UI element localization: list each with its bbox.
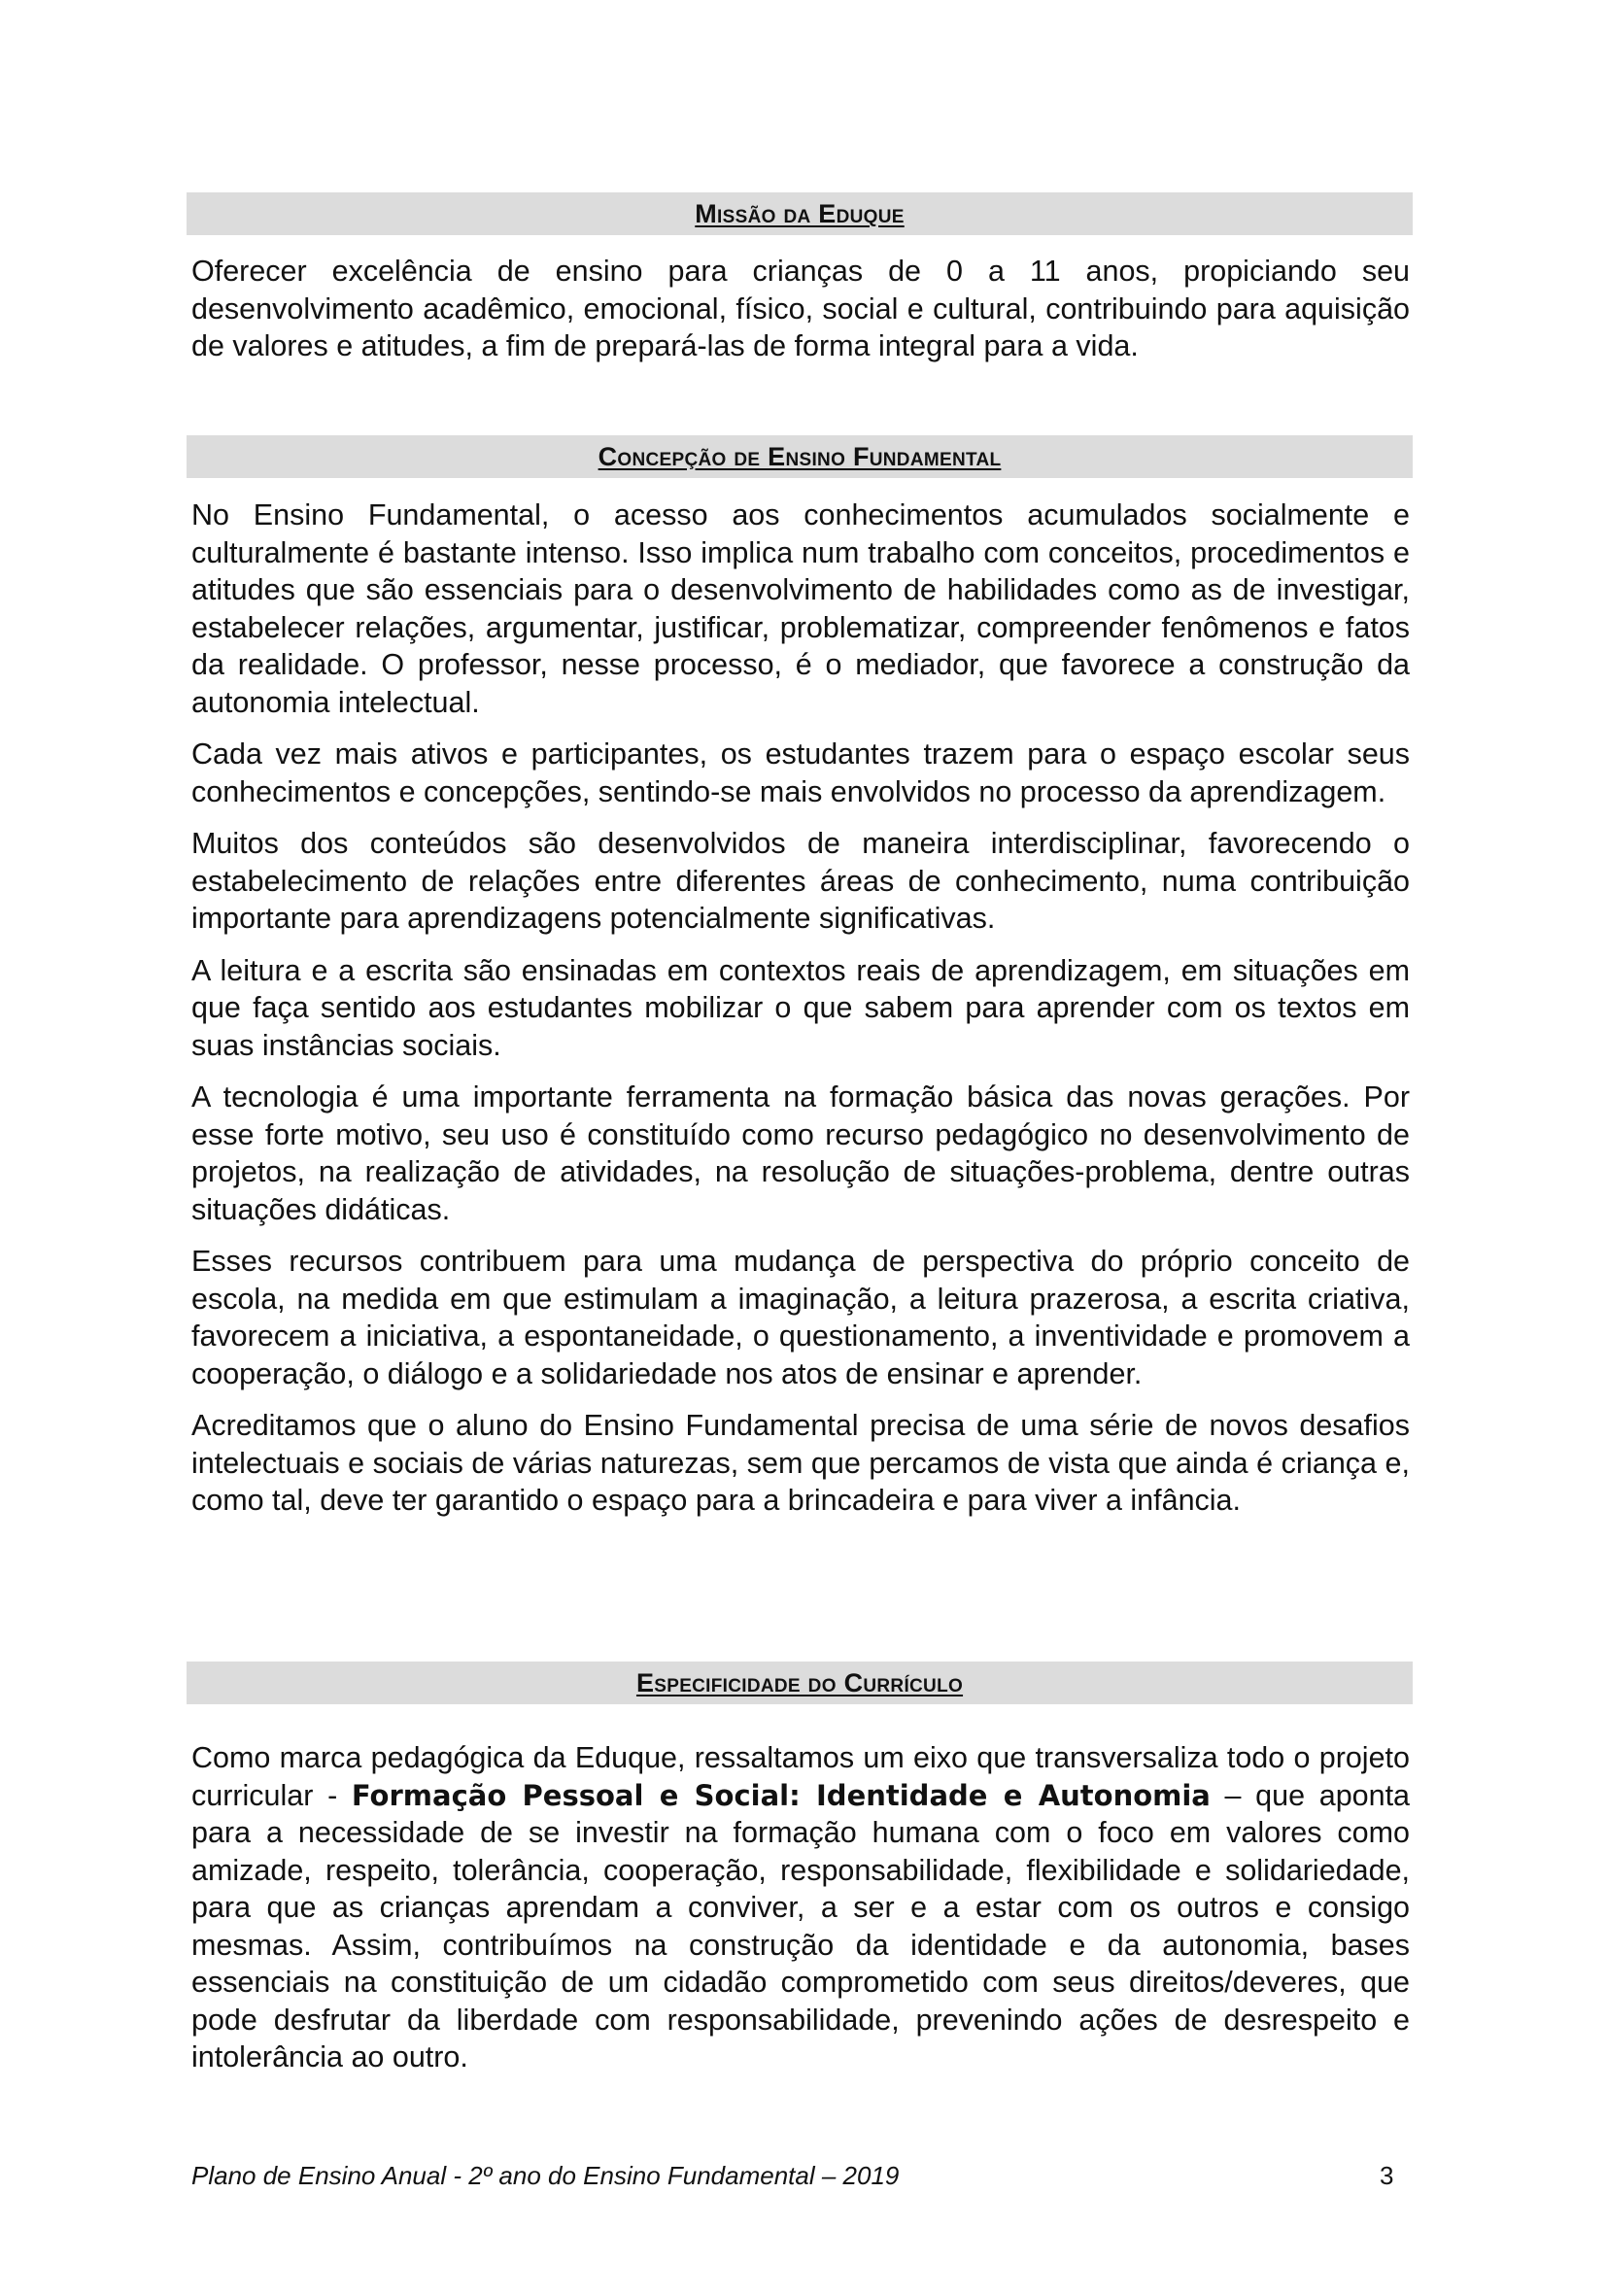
paragraph: No Ensino Fundamental, o acesso aos conhecimentos acumulados socialmente e culturalmente é bastante intenso. Isso implica num trabalho com conceitos, procedimentos e atitudes que são essenciais para o desenvolvimento de habilidades como as de investigar, estabelecer relações, argumentar, justificar, problematizar, compreender fenômenos e fatos da realidade. O professor, nesse processo, é o mediador, que favorece a construção da autonomia intelectual. — [191, 498, 1410, 719]
paragraph-emphasis: Formação Pessoal e Social: Identidade e Autonomia — [351, 1778, 1211, 1812]
paragraph: A tecnologia é uma importante ferramenta na formação básica das novas gerações. Por esse forte motivo, seu uso é constituído como recurso pedagógico no desenvolvimento de projetos, na realização de atividades, na resolução de situações-problema, dentre outras situações didáticas. — [191, 1080, 1410, 1226]
page-number: 3 — [1380, 2161, 1394, 2190]
section-body-concepcao — [191, 497, 1410, 1520]
paragraph: Oferecer excelência de ensino para crianças de 0 a 11 anos, propiciando seu desenvolvimento acadêmico, emocional, físico, social e cultural, contribuindo para aquisição de valores e atitudes, a fim de prepará-las de forma integral para a vida. — [191, 255, 1410, 362]
paragraph: Acreditamos que o aluno do Ensino Fundamental precisa de uma série de novos desafios intelectuais e sociais de várias naturezas, sem que percamos de vista que ainda é criança e, como tal, deve ter garantido o espaço para a brincadeira e para viver a infância. — [191, 1409, 1410, 1517]
paragraph: Esses recursos contribuem para uma mudança de perspectiva do próprio conceito de escola, na medida em que estimulam a imaginação, a leitura prazerosa, a escrita criativa, favorecem a iniciativa, a espontaneidade, o questionamento, a inventividade e promovem a cooperação, o diálogo e a solidariedade nos atos de ensinar e aprender. — [191, 1245, 1410, 1390]
paragraph: Cada vez mais ativos e participantes, os estudantes trazem para o espaço escolar seus conhecimentos e concepções, sentindo-se mais envolvidos no processo da aprendizagem. — [191, 737, 1410, 808]
section-body-missao — [191, 253, 1410, 365]
paragraph: A leitura e a escrita são ensinadas em contextos reais de aprendizagem, em situações em que faça sentido aos estudantes mobilizar o que sabem para aprender com os textos em suas instâncias sociais. — [191, 953, 1410, 1062]
paragraph — [191, 1739, 1410, 2076]
section-heading-missao: Missão da Eduque — [187, 192, 1413, 235]
section-heading-concepcao: Concepção de Ensino Fundamental — [187, 435, 1413, 478]
section-body-curriculo — [191, 1739, 1410, 2076]
section-heading-curriculo: Especificidade do Currículo — [187, 1662, 1413, 1704]
paragraph: Muitos dos conteúdos são desenvolvidos de maneira interdisciplinar, favorecendo o estabelecimento de relações entre diferentes áreas de conhecimento, numa contribuição importante para aprendizagens potencialmente significativas. — [191, 827, 1410, 935]
paragraph-intro: Como marca pedagógica da Eduque, ressaltamos um eixo que transversaliza todo o projeto curricular - — [191, 1741, 1410, 1812]
paragraph-rest: – que aponta para a necessidade de se investir na formação humana com o foco em valores como amizade, respeito, tolerância, cooperação, responsabilidade, flexibilidade e solidariedade, para que as crianças aprendam a conviver, a ser e a estar com os outros e consigo mesmas. Assim, contribuímos na construção da identidade e da autonomia, bases essenciais na constituição de um cidadão comprometido com seus direitos/deveres, que pode desfrutar da liberdade com responsabilidade, prevenindo ações de desrespeito e intolerância ao outro. — [191, 1778, 1411, 2073]
footer-title: Plano de Ensino Anual - 2º ano do Ensino Fundamental – 2019 — [191, 2161, 900, 2190]
